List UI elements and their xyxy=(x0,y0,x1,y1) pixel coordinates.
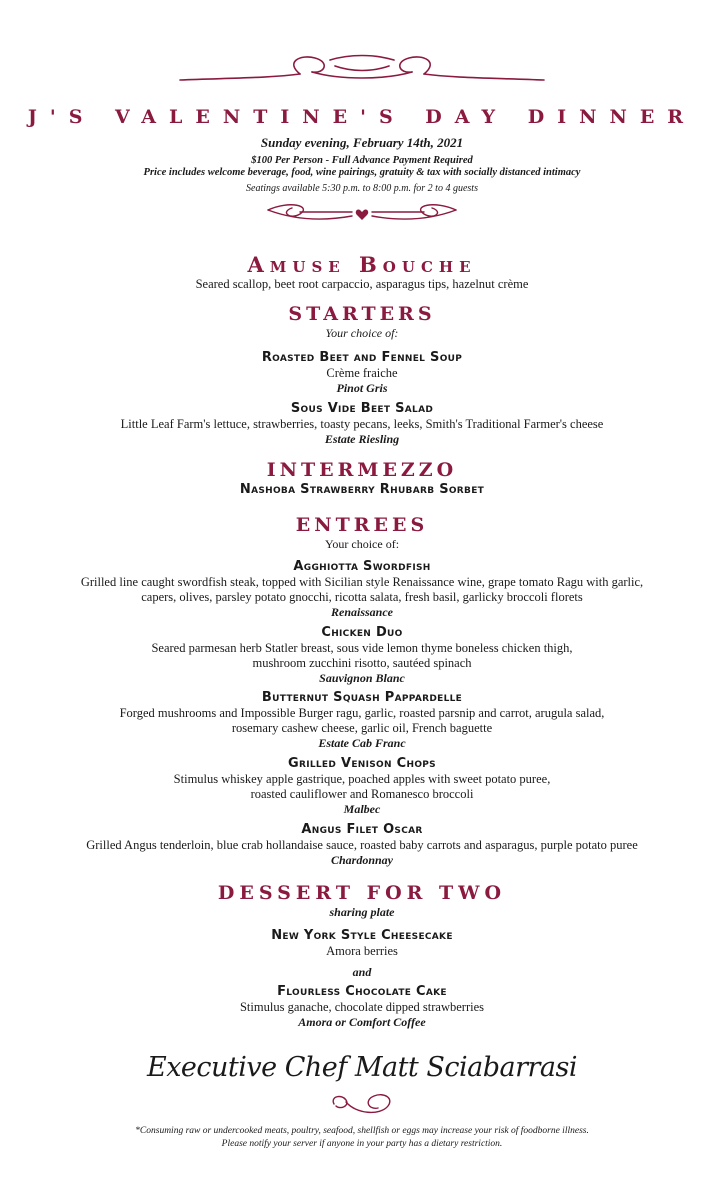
heart-flourish-ornament xyxy=(0,198,724,230)
dish-name: Nashoba Strawberry Rhubarb Sorbet xyxy=(239,481,485,497)
dish-description: Forged mushrooms and Impossible Burger ragu, garlic, roasted parsnip and carrot, arugula salad, xyxy=(119,706,605,721)
title-block xyxy=(0,104,724,132)
entrees-title: ENTREES xyxy=(295,514,429,536)
chef-signature: Executive Chef Matt Sciabarrasi xyxy=(147,1052,577,1083)
wine-pairing: Malbec xyxy=(343,802,381,817)
dish-name: New York Style Cheesecake xyxy=(271,927,453,943)
and-separator: and xyxy=(352,965,372,980)
intermezzo-title: INTERMEZZO xyxy=(266,459,458,481)
beverage-pairing: Amora or Comfort Coffee xyxy=(298,1015,426,1030)
section-entrees xyxy=(0,514,724,552)
dish-name: Sous Vide Beet Salad xyxy=(290,401,434,417)
entree-item xyxy=(0,756,724,817)
section-starters xyxy=(0,303,724,447)
disclaimer-block xyxy=(0,1125,724,1151)
dish-description: rosemary cashew cheese, garlic oil, French baguette xyxy=(231,721,493,736)
wine-pairing: Sauvignon Blanc xyxy=(319,671,405,686)
section-dessert xyxy=(0,882,724,1030)
dish-description: Grilled line caught swordfish steak, topped with Sicilian style Renaissance wine, grape tomato Ragu with garlic, xyxy=(80,575,644,590)
dish-name: Agghiotta Swordfish xyxy=(293,559,431,574)
dish-description: Amora berries xyxy=(326,944,398,959)
event-details xyxy=(0,135,724,194)
starters-subtitle: Your choice of: xyxy=(325,325,399,340)
dish-name: Angus Filet Oscar xyxy=(301,822,423,837)
amuse-title: Amuse Bouche xyxy=(247,252,477,277)
wine-pairing: Renaissance xyxy=(330,605,393,620)
entrees-subtitle: Your choice of: xyxy=(324,536,400,551)
entree-item xyxy=(0,822,724,868)
event-price: $100 Per Person - Full Advance Payment Required xyxy=(251,155,473,166)
dish-description: Crème fraiche xyxy=(326,366,398,381)
dish-description: Seared parmesan herb Statler breast, sous vide lemon thyme boneless chicken thigh, xyxy=(151,641,573,656)
dish-name: Roasted Beet and Fennel Soup xyxy=(261,349,463,365)
section-intermezzo xyxy=(0,459,724,498)
dish-name: Grilled Venison Chops xyxy=(288,756,436,771)
entree-item xyxy=(0,625,724,686)
event-includes: Price includes welcome beverage, food, wine pairings, gratuity & tax with socially distanced intimacy xyxy=(143,167,581,178)
disclaimer-line: *Consuming raw or undercooked meats, poultry, seafood, shellfish or eggs may increase your risk of foodborne illness. xyxy=(135,1126,589,1136)
wine-pairing: Chardonnay xyxy=(330,853,394,868)
dish-description: mushroom zucchini risotto, sautéed spinach xyxy=(252,656,472,671)
event-date: Sunday evening, February 14th, 2021 xyxy=(260,135,464,150)
starters-title: STARTERS xyxy=(288,303,436,325)
dish-description: Grilled Angus tenderloin, blue crab hollandaise sauce, roasted baby carrots and asparagus, purple potato puree xyxy=(86,838,638,853)
dish-name: Flourless Chocolate Cake xyxy=(277,984,447,1000)
disclaimer-line: Please notify your server if anyone in your party has a dietary restriction. xyxy=(221,1138,503,1149)
event-seatings: Seatings available 5:30 p.m. to 8:00 p.m. for 2 to 4 guests xyxy=(246,183,478,194)
page-title: J'S VALENTINE'S DAY DINNER xyxy=(27,106,697,128)
dessert-title: DESSERT FOR TWO xyxy=(217,882,507,904)
wine-pairing: Estate Cab Franc xyxy=(318,736,406,751)
section-amuse-bouche xyxy=(0,252,724,292)
entree-item xyxy=(0,690,724,751)
bottom-flourish-ornament xyxy=(0,1090,724,1120)
dish-description: Stimulus ganache, chocolate dipped strawberries xyxy=(239,1000,485,1015)
chef-signature-block xyxy=(0,1052,724,1083)
dish-description: Stimulus whiskey apple gastrique, poached apples with sweet potato puree, xyxy=(173,772,551,787)
amuse-description: Seared scallop, beet root carpaccio, asparagus tips, hazelnut crème xyxy=(195,277,529,292)
dish-description: capers, olives, parsley potato gnocchi, ricotta salata, fresh basil, garlicky broccoli florets xyxy=(141,590,583,605)
wine-pairing: Estate Riesling xyxy=(324,432,400,447)
entree-item xyxy=(0,559,724,620)
top-flourish-ornament xyxy=(0,52,724,88)
dish-description: roasted cauliflower and Romanesco broccoli xyxy=(250,787,474,802)
wine-pairing: Pinot Gris xyxy=(336,381,388,396)
dish-name: Butternut Squash Pappardelle xyxy=(261,690,463,705)
dessert-subtitle: sharing plate xyxy=(329,904,395,919)
dish-name: Chicken Duo xyxy=(321,625,403,640)
dish-description: Little Leaf Farm's lettuce, strawberries, toasty pecans, leeks, Smith's Traditional Farmer's cheese xyxy=(120,417,604,432)
